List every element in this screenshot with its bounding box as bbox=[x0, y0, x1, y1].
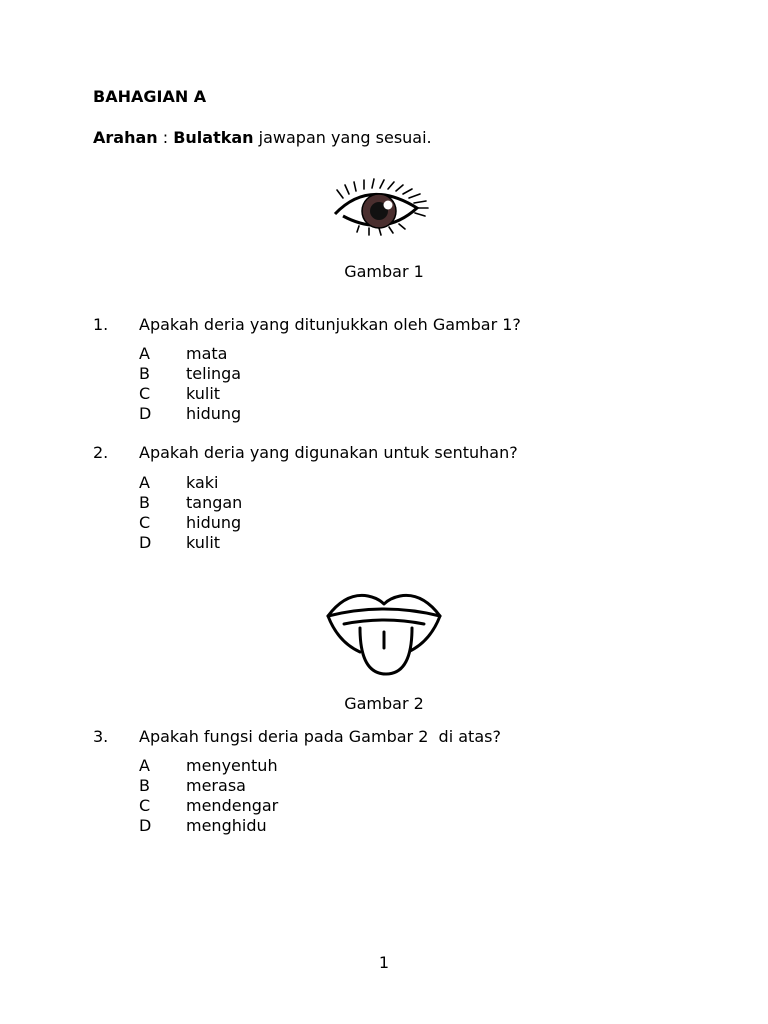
option-letter: B bbox=[139, 776, 150, 795]
option-text: hidung bbox=[186, 513, 242, 532]
figure-2 bbox=[0, 586, 768, 684]
option-letter: A bbox=[139, 756, 150, 775]
section-title: BAHAGIAN A bbox=[93, 87, 207, 106]
option-letter: B bbox=[139, 493, 150, 512]
option-text: kulit bbox=[186, 384, 221, 403]
question-number: 3. bbox=[93, 727, 109, 746]
option-letter: C bbox=[139, 513, 151, 532]
question-number: 1. bbox=[93, 315, 109, 334]
option-text: hidung bbox=[186, 404, 242, 423]
option-text: mata bbox=[186, 344, 228, 363]
option-letter: D bbox=[139, 816, 152, 835]
option-letter: D bbox=[139, 404, 152, 423]
question-number: 2. bbox=[93, 443, 109, 462]
option-letter: C bbox=[139, 384, 151, 403]
instruction bbox=[93, 128, 432, 147]
option-letter: C bbox=[139, 796, 151, 815]
option-letter: D bbox=[139, 533, 152, 552]
option-text: mendengar bbox=[186, 796, 279, 815]
figure-1-caption: Gambar 1 bbox=[344, 262, 424, 281]
question-text: Apakah fungsi deria pada Gambar 2 di atas? bbox=[139, 727, 501, 746]
instruction-separator: : bbox=[157, 128, 174, 147]
option-text: tangan bbox=[186, 493, 243, 512]
figure-1 bbox=[0, 176, 768, 246]
option-letter: A bbox=[139, 473, 150, 492]
instruction-emphasis: Bulatkan bbox=[173, 128, 254, 147]
page-number: 1 bbox=[378, 953, 390, 972]
option-text: kulit bbox=[186, 533, 221, 552]
option-letter: A bbox=[139, 344, 150, 363]
option-text: menyentuh bbox=[186, 756, 278, 775]
option-text: telinga bbox=[186, 364, 242, 383]
mouth-tongue-icon bbox=[324, 586, 444, 680]
option-text: merasa bbox=[186, 776, 246, 795]
option-letter: B bbox=[139, 364, 150, 383]
option-text: menghidu bbox=[186, 816, 267, 835]
instruction-label: Arahan bbox=[93, 128, 158, 147]
instruction-rest: jawapan yang sesuai. bbox=[253, 128, 432, 147]
figure-2-caption: Gambar 2 bbox=[344, 694, 424, 713]
eye-icon bbox=[329, 176, 439, 242]
question-text: Apakah deria yang digunakan untuk sentuhan? bbox=[139, 443, 518, 462]
option-text: kaki bbox=[186, 473, 219, 492]
question-text: Apakah deria yang ditunjukkan oleh Gambar 1? bbox=[139, 315, 521, 334]
